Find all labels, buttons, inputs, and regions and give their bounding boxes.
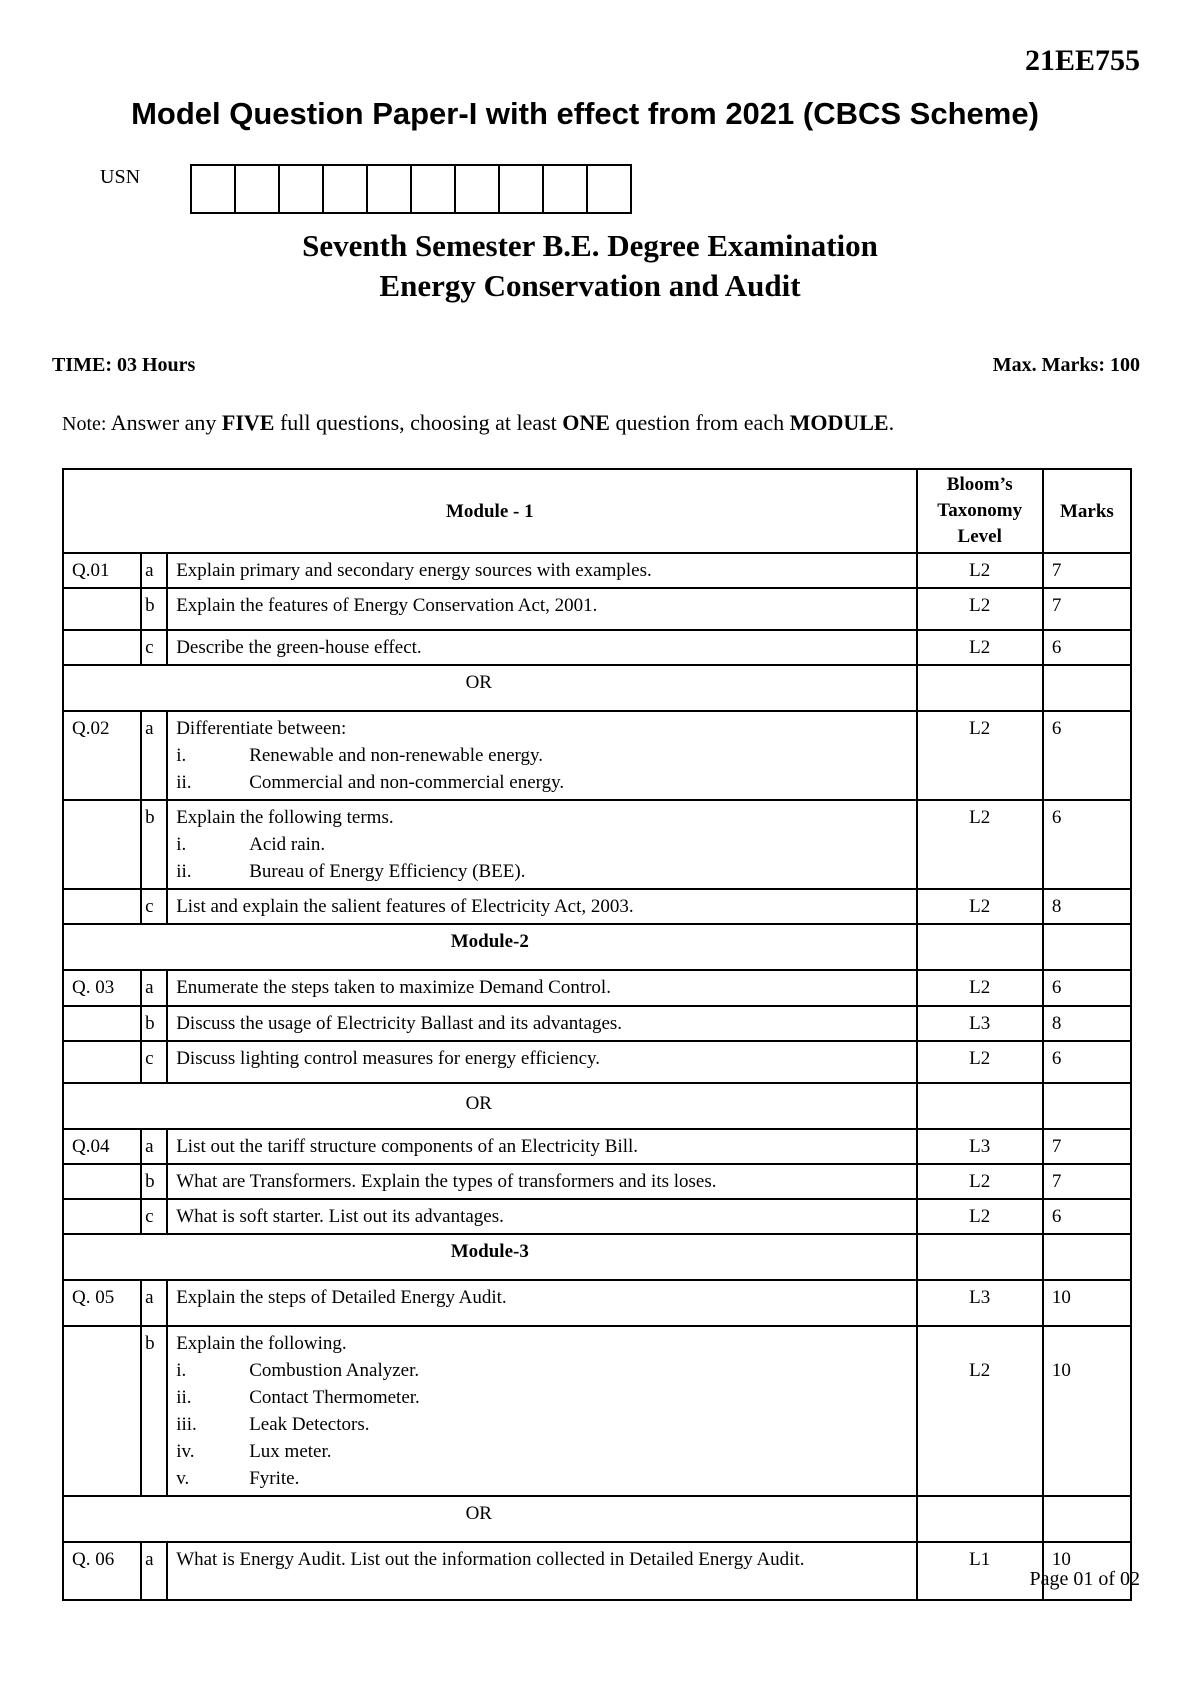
question-text: What is soft starter. List out its advantages. [167,1199,916,1234]
usn-box [412,166,456,212]
table-row [63,889,1131,924]
blooms-level: L3 [917,1006,1043,1041]
table-row [63,800,1131,889]
module-row [63,924,1131,970]
question-text: What are Transformers. Explain the types of transformers and its loses. [167,1164,916,1199]
part-label: c [141,889,167,924]
paper-title [0,96,1200,132]
part-label: a [141,711,167,800]
question-number-empty [63,800,141,889]
sub-item-text: Fyrite. [249,1468,300,1489]
table-row [63,1542,1131,1600]
question-number-empty [63,630,141,665]
blooms-level: L2 [917,553,1043,588]
sub-item-number: i. [176,1360,187,1381]
table-row [63,1326,1131,1496]
marks-value: 7 [1043,588,1131,630]
module-heading: Module - 1 [63,469,917,553]
marks-value: 6 [1043,711,1131,800]
part-label: a [141,1280,167,1326]
sub-item-number: ii. [176,861,192,882]
table-header-row [63,469,1131,553]
marks-value: 7 [1043,1129,1131,1164]
usn-box [236,166,280,212]
question-number: Q.02 [63,711,141,800]
sub-item-number: ii. [176,772,192,793]
question-number: Q.04 [63,1129,141,1164]
question-text: Discuss lighting control measures for energy efficiency. [167,1041,916,1083]
table-row [63,588,1131,630]
table-row [63,1129,1131,1164]
blooms-level: L2 [917,630,1043,665]
sub-item-text: Leak Detectors. [249,1414,370,1435]
marks-value: 10 [1043,1326,1131,1496]
sub-item-text: Bureau of Energy Efficiency (BEE). [249,861,526,882]
empty-cell [917,924,1043,970]
empty-cell [1043,1496,1131,1542]
part-label: b [141,1006,167,1041]
subject-title [0,268,1200,304]
or-label: OR [465,672,492,693]
question-text: Explain the following terms. [176,807,394,828]
sub-item [176,858,907,885]
question-text: What is Energy Audit. List out the information collected in Detailed Energy Audit. [167,1542,916,1600]
empty-cell [917,665,1043,711]
blooms-heading: Bloom’s Taxonomy Level [917,469,1043,553]
sub-item-number: v. [176,1468,190,1489]
marks-value: 8 [1043,1006,1131,1041]
part-label: c [141,1041,167,1083]
table-row [63,711,1131,800]
part-label: a [141,1542,167,1600]
question-number-empty [63,588,141,630]
marks-value: 6 [1043,1199,1131,1234]
blooms-level: L2 [917,1164,1043,1199]
usn-label: USN [100,166,141,188]
question-table [62,468,1132,1601]
table-row [63,553,1131,588]
sub-item-text: Acid rain. [249,834,326,855]
blooms-level: L2 [917,800,1043,889]
question-text: Differentiate between: [176,718,347,739]
empty-cell [1043,1234,1131,1280]
sub-item [176,742,907,769]
module-3-heading: Module-3 [63,1234,917,1280]
sub-item-number: i. [176,745,187,766]
or-separator [63,1083,917,1129]
blooms-level: L2 [917,1326,1043,1496]
part-label: a [141,553,167,588]
question-number-empty [63,1326,141,1496]
question-text-block [167,1326,916,1496]
empty-cell [917,1234,1043,1280]
module-row [63,1234,1131,1280]
or-row [63,665,1131,711]
sub-item-number: iv. [176,1441,195,1462]
question-number-empty [63,1199,141,1234]
blooms-level: L1 [917,1542,1043,1600]
question-number-empty [63,889,141,924]
table-row [63,630,1131,665]
sub-item-number: i. [176,834,187,855]
sub-item-text: Contact Thermometer. [249,1387,420,1408]
question-text: Enumerate the steps taken to maximize Demand Control. [167,970,916,1006]
marks-value: 10 [1043,1280,1131,1326]
part-label: b [141,1326,167,1496]
or-label: OR [465,1503,492,1524]
page-number: Page 01 of 02 [1029,1568,1140,1590]
part-label: b [141,1164,167,1199]
part-label: b [141,588,167,630]
question-text: List and explain the salient features of Electricity Act, 2003. [167,889,916,924]
part-label: a [141,970,167,1006]
empty-cell [917,1083,1043,1129]
table-row [63,1199,1131,1234]
marks-value: 6 [1043,1041,1131,1083]
usn-box [192,166,236,212]
empty-cell [1043,665,1131,711]
note-bold: FIVE [221,410,275,435]
sub-item-text: Lux meter. [249,1441,332,1462]
exam-title [0,228,1200,264]
marks-value: 7 [1043,553,1131,588]
module-2-heading: Module-2 [63,924,917,970]
sub-item-number: iii. [176,1414,197,1435]
empty-cell [1043,1083,1131,1129]
note-bold: MODULE [789,410,889,435]
sub-item [176,1411,907,1438]
blooms-level: L3 [917,1129,1043,1164]
usn-box [544,166,588,212]
blooms-level: L2 [917,711,1043,800]
usn-box [500,166,544,212]
sub-item [176,1384,907,1411]
marks-value: 7 [1043,1164,1131,1199]
marks-value: 6 [1043,630,1131,665]
sub-item [176,831,907,858]
question-number: Q. 06 [63,1542,141,1600]
sub-item-number: ii. [176,1387,192,1408]
question-number: Q. 05 [63,1280,141,1326]
question-number: Q.01 [63,553,141,588]
note-text: Answer any [106,410,222,435]
or-separator [63,665,917,711]
sub-item-text: Commercial and non-commercial energy. [249,772,565,793]
question-text: Explain the features of Energy Conservation Act, 2001. [167,588,916,630]
usn-box [280,166,324,212]
blooms-level: L2 [917,1199,1043,1234]
table-row [63,970,1131,1006]
question-text: Discuss the usage of Electricity Ballast and its advantages. [167,1006,916,1041]
question-text: Describe the green-house effect. [167,630,916,665]
course-code: 21EE755 [1024,44,1140,77]
sub-item [176,769,907,796]
note-text: . [888,410,895,435]
empty-cell [917,1496,1043,1542]
max-marks: Max. Marks: 100 [992,354,1140,376]
sub-item-text: Combustion Analyzer. [249,1360,420,1381]
blooms-level: L2 [917,588,1043,630]
blooms-level: L2 [917,889,1043,924]
blooms-level: L2 [917,970,1043,1006]
blooms-level: L2 [917,1041,1043,1083]
or-row [63,1083,1131,1129]
paper-title-text: Model Question Paper-I with effect from 2021 (CBCS Scheme) [131,96,1039,131]
sub-item-text: Renewable and non-renewable energy. [249,745,544,766]
note-text: full questions, choosing at least [274,410,563,435]
sub-item [176,1438,907,1465]
usn-box [588,166,632,212]
question-text: Explain primary and secondary energy sources with examples. [167,553,916,588]
or-separator [63,1496,917,1542]
instructions-note [62,410,894,436]
exam-time: TIME: 03 Hours [52,354,196,376]
marks-value: 6 [1043,970,1131,1006]
question-number-empty [63,1164,141,1199]
usn-box [368,166,412,212]
question-text: Explain the steps of Detailed Energy Audit. [167,1280,916,1326]
note-bold: ONE [562,410,610,435]
empty-cell [1043,924,1131,970]
question-text-block [167,800,916,889]
or-row [63,1496,1131,1542]
sub-item [176,1465,907,1492]
exam-title-text: Seventh Semester B.E. Degree Examination [302,228,878,263]
table-row [63,1041,1131,1083]
question-number: Q. 03 [63,970,141,1006]
usn-boxes [190,164,632,214]
table-row [63,1280,1131,1326]
usn-box [456,166,500,212]
subject-title-text: Energy Conservation and Audit [379,268,801,303]
question-number-empty [63,1041,141,1083]
note-text: question from each [609,410,790,435]
question-number-empty [63,1006,141,1041]
usn-box [324,166,368,212]
marks-value: 8 [1043,889,1131,924]
part-label: b [141,800,167,889]
question-text: List out the tariff structure components of an Electricity Bill. [167,1129,916,1164]
question-text: Explain the following. [176,1333,347,1354]
or-label: OR [465,1093,492,1114]
blooms-level: L3 [917,1280,1043,1326]
table-row [63,1164,1131,1199]
part-label: c [141,630,167,665]
marks-value: 10 [1043,1542,1131,1600]
sub-item [176,1357,907,1384]
part-label: a [141,1129,167,1164]
note-prefix: Note: [62,413,107,435]
question-text-block [167,711,916,800]
part-label: c [141,1199,167,1234]
marks-heading: Marks [1043,469,1131,553]
table-row [63,1006,1131,1041]
marks-value: 6 [1043,800,1131,889]
